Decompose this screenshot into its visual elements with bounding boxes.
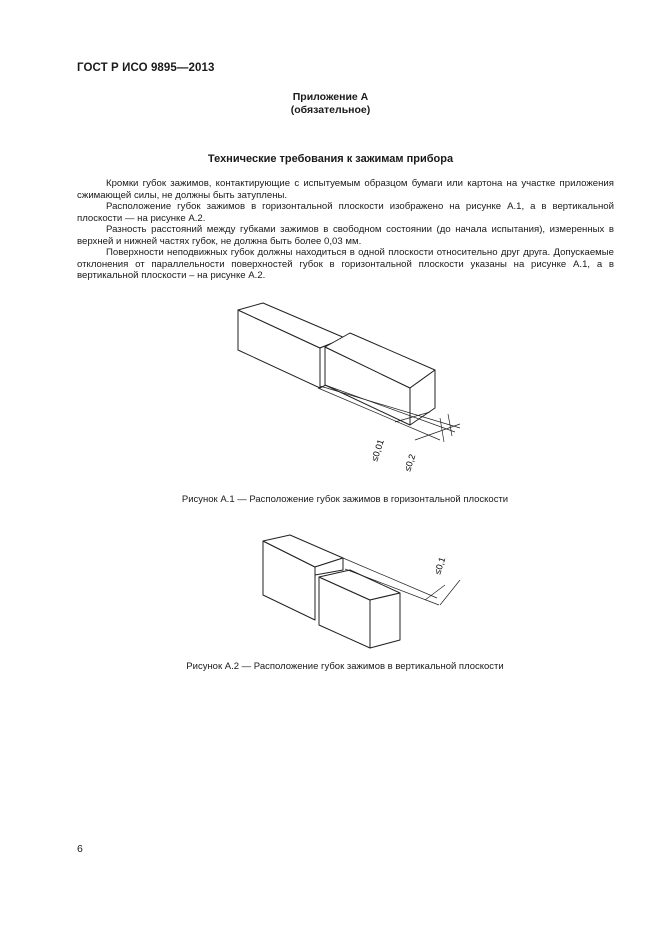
paragraph: Кромки губок зажимов, контактирующие с испытуемым образцом бумаги или картона на участке приложения сжимающей силы, не должны быть затуплены. xyxy=(77,178,614,201)
page-number: 6 xyxy=(77,843,83,855)
figure-a1-caption: Рисунок А.1 — Расположение губок зажимов в горизонтальной плоскости xyxy=(181,494,509,505)
dim-label-02: ≤0,2 xyxy=(402,452,418,473)
annex-heading xyxy=(0,91,661,117)
dim-label-01: ≤0,1 xyxy=(432,555,448,576)
paragraph: Поверхности неподвижных губок должны находиться в одной плоскости относительно друг друга. Допускаемые отклонения от параллельности поверхностей губок в горизонтальной плоскости указаны на рисунке А.1, а в вертикальной плоскости – на рисунке А.2. xyxy=(77,247,614,281)
figure-a1-drawing xyxy=(230,300,470,480)
section-title: Технические требования к зажимам прибора xyxy=(207,153,454,165)
paragraph: Разность расстояний между губками зажимов в свободном состоянии (до начала испытания), измеренных в верхней и нижней частях губок, не должна быть более 0,03 мм. xyxy=(77,224,614,247)
figure-a2-drawing xyxy=(255,525,475,650)
dim-label-001: ≤0,01 xyxy=(369,438,386,463)
annex-status: (обязательное) xyxy=(290,104,371,116)
body-text xyxy=(77,178,614,282)
paragraph: Расположение губок зажимов в горизонтальной плоскости изображено на рисунке А.1, а в вертикальной плоскости — на рисунке А.2. xyxy=(77,201,614,224)
lower-jaw-side xyxy=(370,593,400,648)
figure-a2-caption: Рисунок А.2 — Расположение губок зажимов в вертикальной плоскости xyxy=(186,661,504,672)
annex-title: Приложение А xyxy=(292,91,369,103)
document-code: ГОСТ Р ИСО 9895—2013 xyxy=(77,62,215,74)
